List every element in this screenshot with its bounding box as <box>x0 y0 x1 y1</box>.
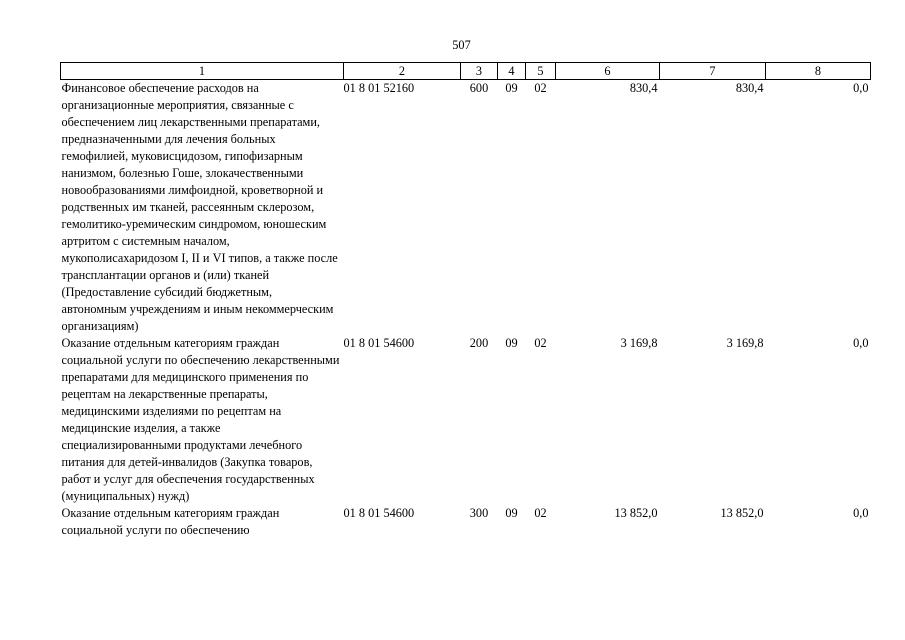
header-col-1: 1 <box>61 63 344 80</box>
header-col-3: 3 <box>461 63 498 80</box>
row-name: Оказание отдельным категориям граждан социальной услуги по обеспечению лекарственными препаратами для медицинского применения по рецептам на лекарственные препараты, медицинскими изделиями по рецептам на медицинские изделия, а также специализированными продуктами лечебного питания для детей-инвалидов (Закупка товаров, работ и услуг для обеспечения государственных (муниципальных) нужд) <box>61 336 340 503</box>
row-value-col-8: 0,0 <box>853 336 869 350</box>
table-row <box>61 80 871 336</box>
table-header-row <box>61 63 871 80</box>
budget-table <box>60 62 871 539</box>
table-row <box>61 335 871 505</box>
row-value-col-6: 830,4 <box>629 81 658 95</box>
row-code: 01 8 01 54600 <box>343 506 415 520</box>
row-value-col-6: 13 852,0 <box>614 506 658 520</box>
header-col-7: 7 <box>660 63 766 80</box>
row-value-col-6: 3 169,8 <box>620 336 658 350</box>
row-value-col-7: 830,4 <box>735 81 764 95</box>
row-expense-type: 600 <box>469 81 489 95</box>
header-col-2: 2 <box>344 63 461 80</box>
row-expense-type: 300 <box>469 506 489 520</box>
row-subsection: 02 <box>534 506 547 520</box>
row-value-col-7: 3 169,8 <box>726 336 764 350</box>
table-row <box>61 505 871 539</box>
row-section: 09 <box>505 506 518 520</box>
header-col-5: 5 <box>526 63 556 80</box>
page-number: 507 <box>452 38 471 52</box>
row-subsection: 02 <box>534 336 547 350</box>
row-code: 01 8 01 52160 <box>343 81 415 95</box>
header-col-8: 8 <box>766 63 871 80</box>
row-name: Оказание отдельным категориям граждан социальной услуги по обеспечению <box>61 506 280 537</box>
header-col-4: 4 <box>498 63 526 80</box>
row-subsection: 02 <box>534 81 547 95</box>
row-section: 09 <box>505 336 518 350</box>
row-value-col-7: 13 852,0 <box>720 506 764 520</box>
row-section: 09 <box>505 81 518 95</box>
row-name: Финансовое обеспечение расходов на организационные мероприятия, связанные с обеспечением лиц лекарственными препаратами, предназначенными для лечения больных гемофилией, муковисцидозом, гипофизарным нанизмом, болезнью Гоше, злокачественными новообразованиями лимфоидной, кроветворной и родственных им тканей, рассеянным склерозом, гемолитико-уремическим синдромом, юношеским артритом с системным началом, мукополисахаридозом I, II и VI типов, а также после трансплантации органов и (или) тканей (Предоставление субсидий бюджетным, автономным учреждениям и иным некоммерческим организациям) <box>61 81 338 333</box>
header-col-6: 6 <box>556 63 660 80</box>
row-expense-type: 200 <box>469 336 489 350</box>
row-value-col-8: 0,0 <box>853 81 869 95</box>
row-value-col-8: 0,0 <box>853 506 869 520</box>
row-code: 01 8 01 54600 <box>343 336 415 350</box>
